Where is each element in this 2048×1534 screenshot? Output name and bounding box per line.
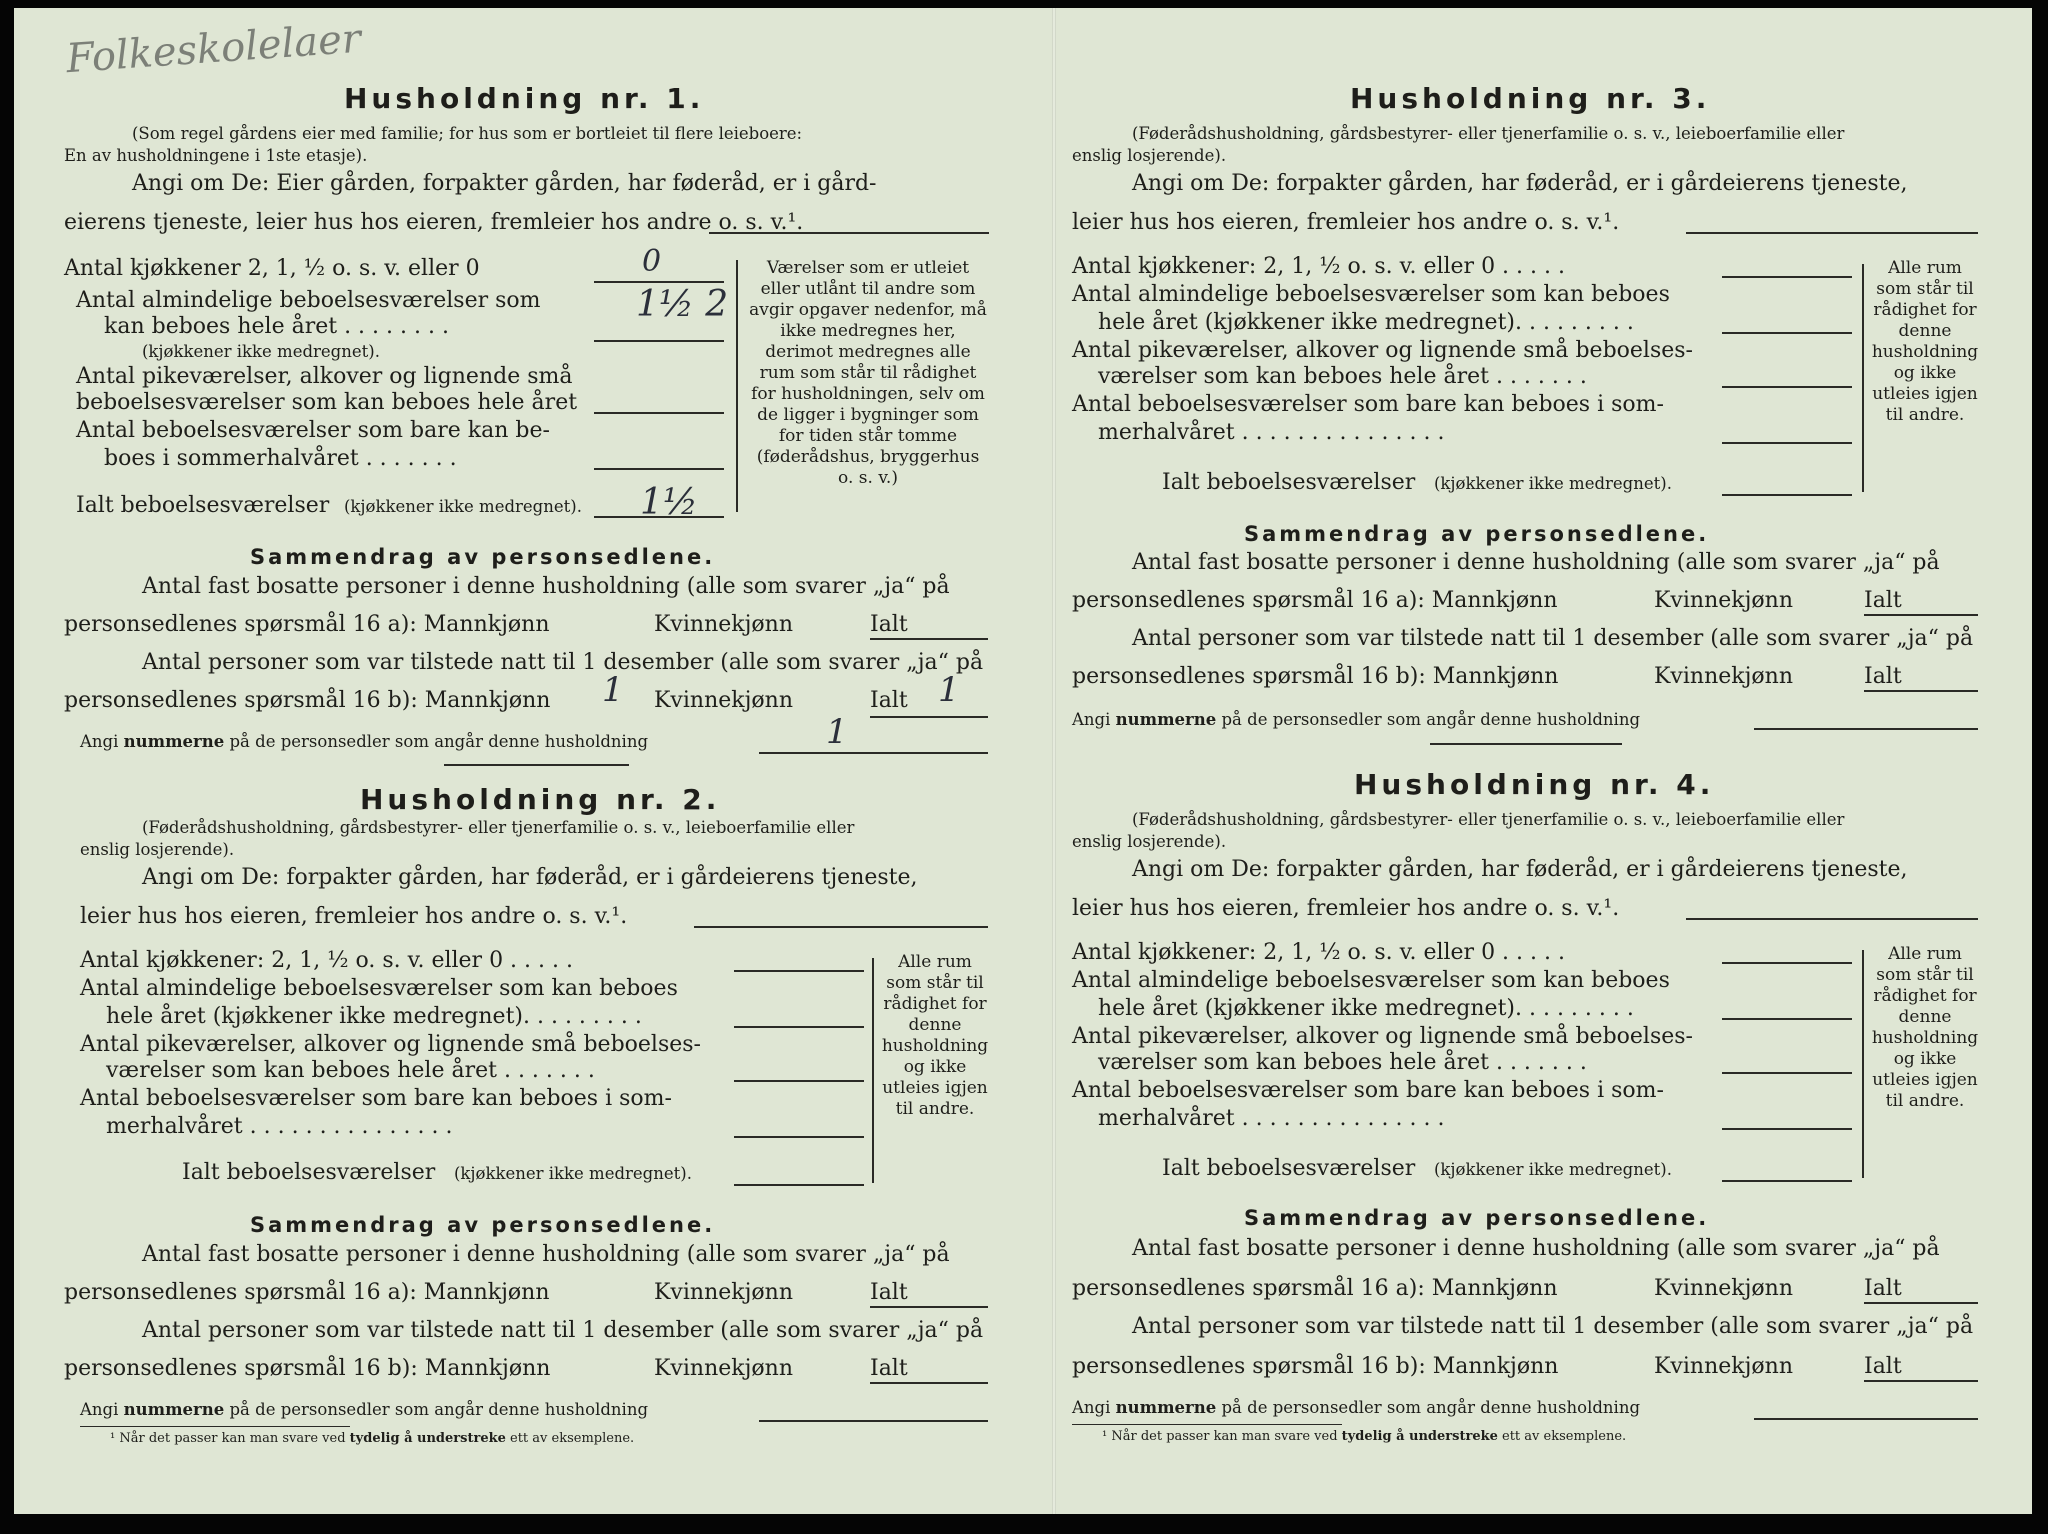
footnote-right: ¹ Når det passer kan man svare ved tydelig å understreke ett av eksemplene. [1102,1429,1627,1444]
household-1-resident-label-male: personsedlenes spørsmål 16 a): Mannkjønn [64,612,550,637]
household-2-present-total-line[interactable] [870,1382,988,1384]
household-2-angi-line-1: Angi om De: forpakter gården, har føderåd, er i gårdeierens tjeneste, [142,865,918,890]
household-1-present-label-total: Ialt [870,688,908,713]
household-2-resident-label-total: Ialt [870,1280,908,1305]
household-2-resident-label-male: personsedlenes spørsmål 16 a): Mannkjønn [64,1280,550,1305]
household-4-brace [1862,950,1864,1178]
household-4-title: Husholdning nr. 4. [1354,768,1715,801]
household-2-ordinary-rooms-line-1: Antal almindelige beboelsesværelser som kan beboes [80,976,678,1001]
household-3-kitchens-answer-line[interactable] [1722,276,1852,278]
household-2-total-rooms-answer-line[interactable] [734,1184,864,1186]
household-3-present-label-male: personsedlenes spørsmål 16 b): Mannkjønn [1072,664,1559,689]
household-2-resident-line-1: Antal fast bosatte personer i denne husholdning (alle som svarer „ja“ på [142,1242,950,1267]
household-4-angi-line-2: leier hus hos eieren, fremleier hos andre o. s. v.¹. [1072,896,1620,921]
household-2-summer-rooms-line-1: Antal beboelsesværelser som bare kan beboes i som- [80,1086,672,1111]
household-2-resident-total-line[interactable] [870,1306,988,1308]
household-4-summer-rooms-line-1: Antal beboelsesværelser som bare kan beboes i som- [1072,1078,1664,1103]
household-3-brace [1862,264,1864,492]
household-2-maid-rooms-line-1: Antal pikeværelser, alkover og lignende små beboelses- [80,1032,701,1057]
household-2-total-rooms-label: Ialt beboelsesværelser [182,1160,436,1185]
household-1-total-rooms-note: (kjøkkener ikke medregnet). [344,497,582,516]
household-1-ordinary-rooms-note: (kjøkkener ikke medregnet). [142,342,380,361]
household-1-numbers-line[interactable] [759,752,988,754]
household-1-present-label-female: Kvinnekjønn [654,688,793,713]
household-3-total-rooms-note: (kjøkkener ikke medregnet). [1434,474,1672,493]
household-4-ordinary-rooms-line-1: Antal almindelige beboelsesværelser som kan beboes [1072,968,1670,993]
household-1-side-note: Værelser som er utleiet eller utlånt til andre som avgir opgaver nedenfor, må ikke medregnes her, derimot medregnes alle rum som står til rådighet for husholdningen, selv om de ligger i bygninger som for tiden står tomme (føderådshus, bryggerhus o. s. v.) [749,258,987,488]
household-3-numbers-line[interactable] [1754,728,1978,730]
household-3-intro-line-2: enslig losjerende). [1072,146,1227,165]
household-2-present-label-total: Ialt [870,1356,908,1381]
household-1-kitchens-value: 0 [642,244,662,279]
household-3-total-rooms-answer-line[interactable] [1722,494,1852,496]
household-4-intro-line-2: enslig losjerende). [1072,832,1227,851]
household-1-ordinary-rooms-line-2: kan beboes hele året . . . . . . . . [104,314,449,339]
household-2-summer-rooms-line-2: merhalvåret . . . . . . . . . . . . . . . [106,1114,453,1139]
household-4-total-rooms-note: (kjøkkener ikke medregnet). [1434,1160,1672,1179]
household-3-ordinary-rooms-answer-line[interactable] [1722,332,1852,334]
household-1-maid-rooms-line-1: Antal pikeværelser, alkover og lignende små [76,364,573,389]
household-3-side-note: Alle rum som står til rådighet for denne husholdning og ikke utleies igjen til andre. [1871,258,1979,425]
household-2-kitchens-answer-line[interactable] [734,970,864,972]
household-1-resident-total-line[interactable] [870,638,988,640]
right-page [1054,8,2032,1514]
household-3-summer-rooms-answer-line[interactable] [1722,442,1852,444]
household-4-maid-rooms-answer-line[interactable] [1722,1072,1852,1074]
household-2-intro-line-2: enslig losjerende). [80,840,235,859]
household-3-title: Husholdning nr. 3. [1350,82,1711,115]
household-3-total-rooms-label: Ialt beboelsesværelser [1162,470,1416,495]
household-4-total-rooms-answer-line[interactable] [1722,1180,1852,1182]
household-4-numbers-label: Angi nummerne på de personsedler som angår denne husholdning [1072,1398,1641,1417]
household-4-resident-label-total: Ialt [1864,1276,1902,1301]
household-4-maid-rooms-line-2: værelser som kan beboes hele året . . . . . . . [1098,1050,1587,1075]
household-3-maid-rooms-line-2: værelser som kan beboes hele året . . . . . . . [1098,364,1587,389]
footnote-rule-right [1072,1424,1342,1425]
household-2-title: Husholdning nr. 2. [360,783,721,816]
household-1-present-male-value: 1 [602,670,624,710]
household-4-present-line-1: Antal personer som var tilstede natt til 1 desember (alle som svarer „ja“ på [1132,1314,1974,1339]
household-3-present-total-line[interactable] [1864,690,1978,692]
household-4-resident-label-male: personsedlenes spørsmål 16 a): Mannkjønn [1072,1276,1558,1301]
household-4-present-label-female: Kvinnekjønn [1654,1354,1793,1379]
household-3-resident-total-line[interactable] [1864,614,1978,616]
household-2-resident-label-female: Kvinnekjønn [654,1280,793,1305]
household-3-maid-rooms-answer-line[interactable] [1722,386,1852,388]
household-4-present-total-line[interactable] [1864,1380,1978,1382]
household-4-present-label-total: Ialt [1864,1354,1902,1379]
household-2-summary-title: Sammendrag av personsedlene. [250,1213,716,1237]
household-2-total-rooms-note: (kjøkkener ikke medregnet). [454,1164,692,1183]
household-3-kitchens-label: Antal kjøkkener: 2, 1, ½ o. s. v. eller 0 . . . . . [1072,254,1565,279]
household-4-summary-title: Sammendrag av personsedlene. [1244,1206,1710,1230]
household-4-total-rooms-label: Ialt beboelsesværelser [1162,1156,1416,1181]
household-1-resident-label-total: Ialt [870,612,908,637]
household-2-angi-answer-line[interactable] [694,926,988,928]
household-3-present-label-total: Ialt [1864,664,1902,689]
household-3-angi-line-1: Angi om De: forpakter gården, har føderåd, er i gårdeierens tjeneste, [1132,171,1908,196]
household-4-ordinary-rooms-answer-line[interactable] [1722,1018,1852,1020]
household-3-intro-line-1: (Føderådshusholdning, gårdsbestyrer- eller tjenerfamilie o. s. v., leieboerfamilie eller [1132,124,1845,143]
household-1-kitchens-label: Antal kjøkkener 2, 1, ½ o. s. v. eller 0 [64,256,480,281]
household-1-intro-line-1: (Som regel gårdens eier med familie; for hus som er bortleiet til flere leieboere: [132,124,803,143]
household-2-ordinary-rooms-answer-line[interactable] [734,1026,864,1028]
household-2-numbers-label: Angi nummerne på de personsedler som angår denne husholdning [80,1400,649,1419]
household-2-summer-rooms-answer-line[interactable] [734,1136,864,1138]
household-1-resident-line-1: Antal fast bosatte personer i denne husholdning (alle som svarer „ja“ på [142,574,950,599]
household-3-ordinary-rooms-line-2: hele året (kjøkkener ikke medregnet). . . . . . . . . [1098,310,1634,335]
section-divider-1-2 [444,764,629,766]
household-1-angi-line-1: Angi om De: Eier gården, forpakter gården, har føderåd, er i gård- [132,171,877,196]
household-1-present-total-value: 1 [938,670,960,710]
household-1-ordinary-rooms-line-1: Antal almindelige beboelsesværelser som [76,288,541,313]
household-3-summary-title: Sammendrag av personsedlene. [1244,522,1710,546]
household-3-summer-rooms-line-2: merhalvåret . . . . . . . . . . . . . . . [1098,420,1445,445]
household-4-ordinary-rooms-line-2: hele året (kjøkkener ikke medregnet). . . . . . . . . [1098,996,1634,1021]
household-3-present-line-1: Antal personer som var tilstede natt til 1 desember (alle som svarer „ja“ på [1132,626,1974,651]
household-4-resident-line-1: Antal fast bosatte personer i denne husholdning (alle som svarer „ja“ på [1132,1236,1940,1261]
household-3-present-label-female: Kvinnekjønn [1654,664,1793,689]
household-4-angi-answer-line[interactable] [1686,918,1978,920]
household-1-title: Husholdning nr. 1. [344,82,705,115]
household-1-maid-rooms-answer-line[interactable] [594,412,724,414]
household-1-intro-line-2: En av husholdningene i 1ste etasje). [64,146,368,165]
household-2-maid-rooms-answer-line[interactable] [734,1080,864,1082]
footnote-rule-left [80,1426,350,1427]
household-4-present-label-male: personsedlenes spørsmål 16 b): Mannkjønn [1072,1354,1559,1379]
section-divider-3-4 [1430,743,1622,745]
household-1-angi-line-2: eierens tjeneste, leier hus hos eieren, fremleier hos andre o. s. v.¹. [64,210,804,235]
household-1-present-label-male: personsedlenes spørsmål 16 b): Mannkjønn [64,688,551,713]
household-1-numbers-label: Angi nummerne på de personsedler som angår denne husholdning [80,732,649,751]
household-3-resident-label-male: personsedlenes spørsmål 16 a): Mannkjønn [1072,588,1558,613]
handwritten-top-note: Folkeskolelaer [64,15,363,83]
household-4-summer-rooms-line-2: merhalvåret . . . . . . . . . . . . . . . [1098,1106,1445,1131]
household-2-side-note: Alle rum som står til rådighet for denne husholdning og ikke utleies igjen til andre. [881,952,989,1119]
household-2-maid-rooms-line-2: værelser som kan beboes hele året . . . . . . . [106,1058,595,1083]
household-1-summer-rooms-line-1: Antal beboelsesværelser som bare kan be- [76,418,550,443]
household-1-total-rooms-answer-line[interactable] [594,516,724,518]
household-4-angi-line-1: Angi om De: forpakter gården, har føderåd, er i gårdeierens tjeneste, [1132,857,1908,882]
household-1-angi-answer-line[interactable] [709,232,989,234]
household-2-intro-line-1: (Føderådshusholdning, gårdsbestyrer- eller tjenerfamilie o. s. v., leieboerfamilie eller [142,818,855,837]
household-1-brace [736,260,738,512]
household-3-summer-rooms-line-1: Antal beboelsesværelser som bare kan beboes i som- [1072,392,1664,417]
household-2-ordinary-rooms-line-2: hele året (kjøkkener ikke medregnet). . . . . . . . . [106,1004,642,1029]
household-1-present-total-line[interactable] [870,716,988,718]
household-4-numbers-line[interactable] [1754,1418,1978,1420]
household-4-resident-total-line[interactable] [1864,1302,1978,1304]
household-1-summer-rooms-answer-line[interactable] [594,468,724,470]
household-1-maid-rooms-line-2: beboelsesværelser som kan beboes hele året [76,390,578,415]
household-1-ordinary-rooms-answer-line[interactable] [594,340,724,342]
household-3-resident-line-1: Antal fast bosatte personer i denne husholdning (alle som svarer „ja“ på [1132,550,1940,575]
household-2-present-label-female: Kvinnekjønn [654,1356,793,1381]
household-1-summary-title: Sammendrag av personsedlene. [250,545,716,569]
footnote-left: ¹ Når det passer kan man svare ved tydelig å understreke ett av eksemplene. [110,1431,635,1446]
household-4-kitchens-label: Antal kjøkkener: 2, 1, ½ o. s. v. eller 0 . . . . . [1072,940,1565,965]
household-1-total-rooms-value: 1½ [640,482,698,523]
household-2-present-label-male: personsedlenes spørsmål 16 b): Mannkjønn [64,1356,551,1381]
household-3-numbers-label: Angi nummerne på de personsedler som angår denne husholdning [1072,710,1641,729]
household-3-resident-label-female: Kvinnekjønn [1654,588,1793,613]
household-2-kitchens-label: Antal kjøkkener: 2, 1, ½ o. s. v. eller 0 . . . . . [80,948,573,973]
household-3-angi-line-2: leier hus hos eieren, fremleier hos andre o. s. v.¹. [1072,210,1620,235]
household-3-ordinary-rooms-line-1: Antal almindelige beboelsesværelser som kan beboes [1072,282,1670,307]
household-4-maid-rooms-line-1: Antal pikeværelser, alkover og lignende små beboelses- [1072,1024,1693,1049]
household-1-resident-label-female: Kvinnekjønn [654,612,793,637]
household-4-kitchens-answer-line[interactable] [1722,962,1852,964]
household-1-numbers-value: 1 [826,712,848,752]
household-1-ordinary-rooms-value: 1½ 2 [636,284,729,325]
household-4-resident-label-female: Kvinnekjønn [1654,1276,1793,1301]
household-2-numbers-line[interactable] [759,1420,988,1422]
household-1-summer-rooms-line-2: boes i sommerhalvåret . . . . . . . [104,446,457,471]
household-4-side-note: Alle rum som står til rådighet for denne husholdning og ikke utleies igjen til andre. [1871,944,1979,1111]
household-4-intro-line-1: (Føderådshusholdning, gårdsbestyrer- eller tjenerfamilie o. s. v., leieboerfamilie eller [1132,810,1845,829]
household-2-present-line-1: Antal personer som var tilstede natt til 1 desember (alle som svarer „ja“ på [142,1318,984,1343]
household-3-maid-rooms-line-1: Antal pikeværelser, alkover og lignende små beboelses- [1072,338,1693,363]
household-2-brace [872,958,874,1183]
household-1-kitchens-answer-line[interactable] [594,281,724,283]
census-form-sheet [14,8,2032,1514]
left-page [14,8,1054,1514]
household-4-summer-rooms-answer-line[interactable] [1722,1128,1852,1130]
household-2-angi-line-2: leier hus hos eieren, fremleier hos andre o. s. v.¹. [80,904,628,929]
household-3-angi-answer-line[interactable] [1686,232,1978,234]
household-1-present-line-1: Antal personer som var tilstede natt til 1 desember (alle som svarer „ja“ på [142,650,984,675]
household-1-total-rooms-label: Ialt beboelsesværelser [76,493,330,518]
household-3-resident-label-total: Ialt [1864,588,1902,613]
